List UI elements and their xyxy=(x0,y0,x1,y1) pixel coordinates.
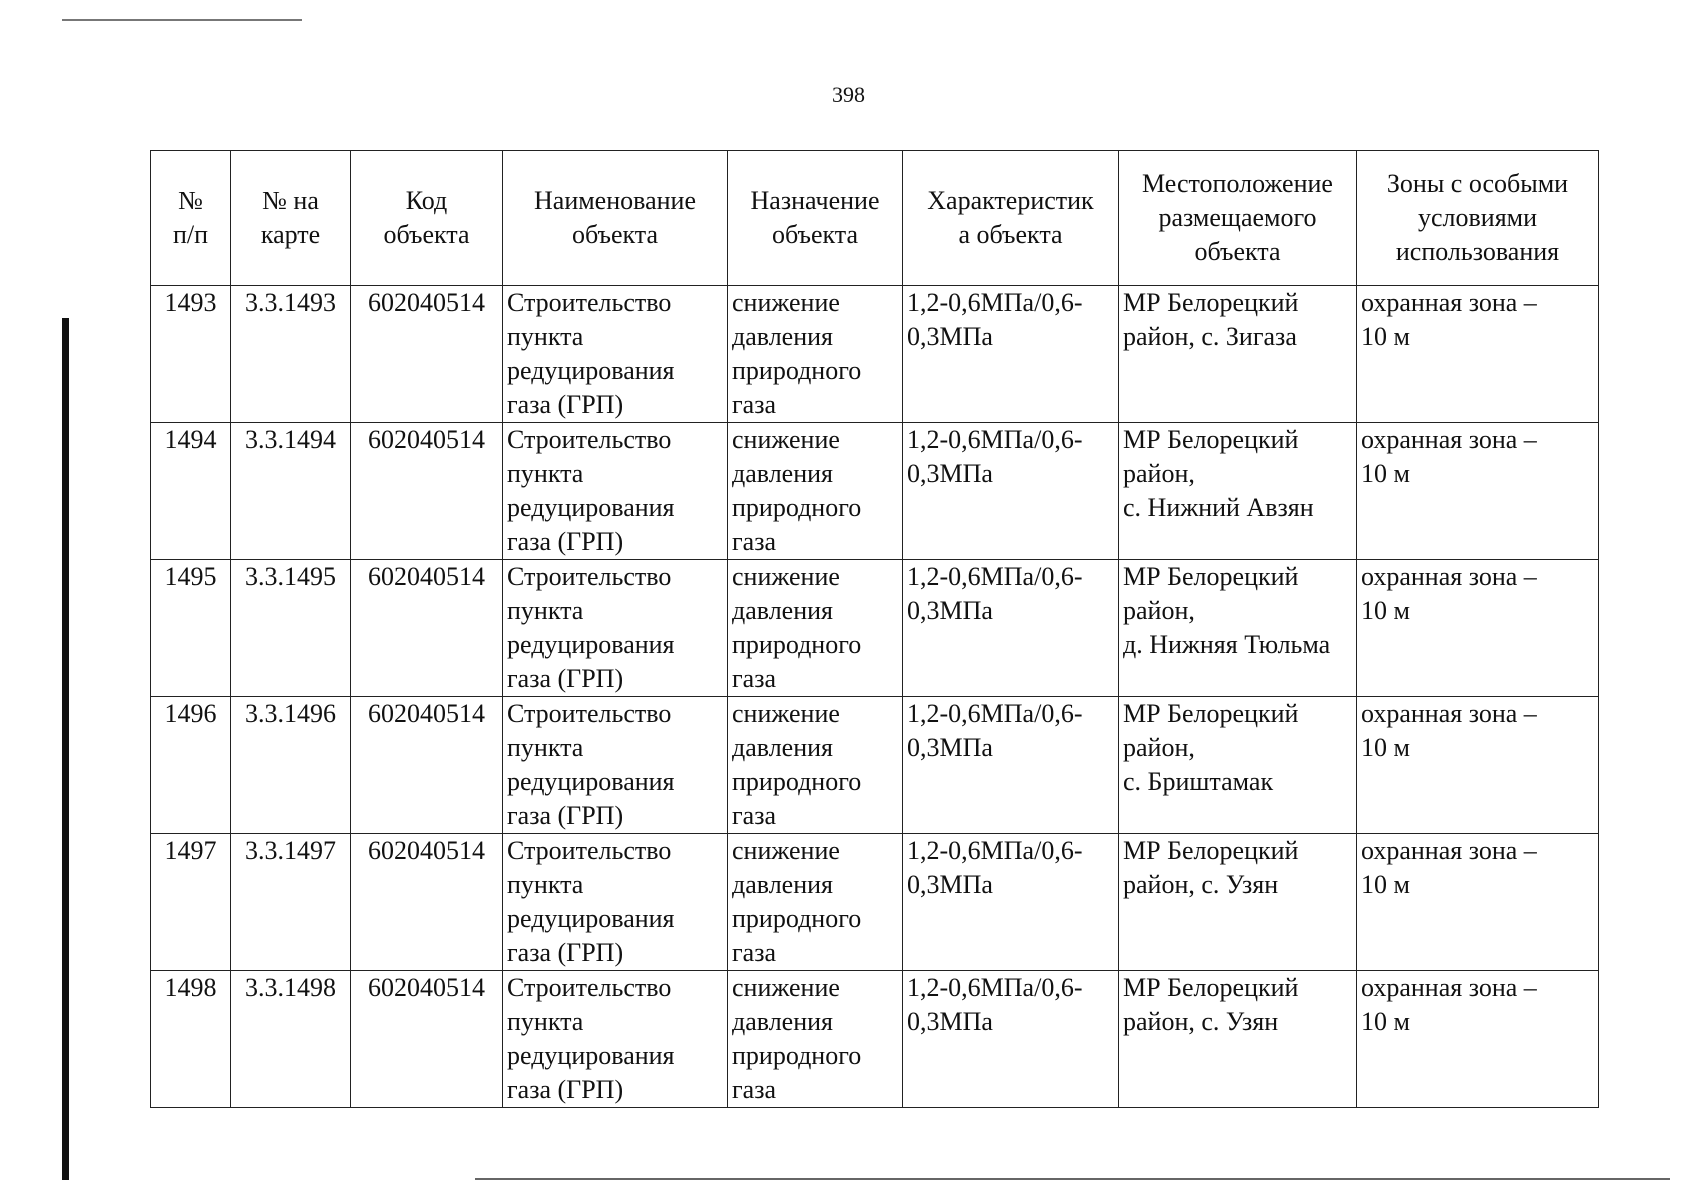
cell-object-purpose: снижение давления природного газа xyxy=(728,697,903,834)
cell-object-purpose: снижение давления природного газа xyxy=(728,423,903,560)
scan-margin-line-top xyxy=(62,19,302,21)
cell-object-location: МР Белорецкий район, с. Нижний Авзян xyxy=(1119,423,1357,560)
cell-object-purpose: снижение давления природного газа xyxy=(728,286,903,423)
cell-object-code: 602040514 xyxy=(351,697,503,834)
header-object-purpose: Назначение объекта xyxy=(728,151,903,286)
cell-object-location: МР Белорецкий район, с. Узян xyxy=(1119,971,1357,1108)
cell-object-name: Строительство пункта редуцирования газа (ГРП) xyxy=(503,834,728,971)
header-special-zones: Зоны с особыми условиями использования xyxy=(1357,151,1599,286)
cell-special-zone: охранная зона – 10 м xyxy=(1357,697,1599,834)
cell-row-number: 1493 xyxy=(151,286,231,423)
cell-object-name: Строительство пункта редуцирования газа (ГРП) xyxy=(503,286,728,423)
cell-object-code: 602040514 xyxy=(351,971,503,1108)
cell-object-purpose: снижение давления природного газа xyxy=(728,971,903,1108)
table-row xyxy=(151,834,1599,971)
header-object-name: Наименование объекта xyxy=(503,151,728,286)
objects-table xyxy=(150,150,1599,1108)
page-number: 398 xyxy=(832,82,865,107)
cell-object-characteristic: 1,2-0,6МПа/0,6- 0,3МПа xyxy=(903,286,1119,423)
cell-map-number: 3.3.1496 xyxy=(231,697,351,834)
cell-row-number: 1497 xyxy=(151,834,231,971)
cell-object-code: 602040514 xyxy=(351,286,503,423)
cell-special-zone: охранная зона – 10 м xyxy=(1357,834,1599,971)
cell-object-characteristic: 1,2-0,6МПа/0,6- 0,3МПа xyxy=(903,560,1119,697)
cell-object-characteristic: 1,2-0,6МПа/0,6- 0,3МПа xyxy=(903,971,1119,1108)
header-map-number: № на карте xyxy=(231,151,351,286)
table-row xyxy=(151,423,1599,560)
cell-row-number: 1494 xyxy=(151,423,231,560)
cell-special-zone: охранная зона – 10 м xyxy=(1357,560,1599,697)
cell-object-code: 602040514 xyxy=(351,834,503,971)
cell-object-location: МР Белорецкий район, с. Узян xyxy=(1119,834,1357,971)
cell-row-number: 1495 xyxy=(151,560,231,697)
table-header xyxy=(151,151,1599,286)
cell-map-number: 3.3.1494 xyxy=(231,423,351,560)
header-object-characteristic: Характеристик а объекта xyxy=(903,151,1119,286)
cell-object-purpose: снижение давления природного газа xyxy=(728,834,903,971)
cell-special-zone: охранная зона – 10 м xyxy=(1357,971,1599,1108)
table-body xyxy=(151,286,1599,1108)
cell-map-number: 3.3.1495 xyxy=(231,560,351,697)
cell-map-number: 3.3.1493 xyxy=(231,286,351,423)
cell-object-purpose: снижение давления природного газа xyxy=(728,560,903,697)
cell-object-name: Строительство пункта редуцирования газа (ГРП) xyxy=(503,423,728,560)
cell-map-number: 3.3.1498 xyxy=(231,971,351,1108)
scan-margin-line-bottom xyxy=(475,1178,1670,1180)
table-row xyxy=(151,697,1599,834)
cell-object-code: 602040514 xyxy=(351,423,503,560)
cell-object-location: МР Белорецкий район, с. Бриштамак xyxy=(1119,697,1357,834)
cell-object-characteristic: 1,2-0,6МПа/0,6- 0,3МПа xyxy=(903,697,1119,834)
cell-object-name: Строительство пункта редуцирования газа (ГРП) xyxy=(503,560,728,697)
table-row xyxy=(151,971,1599,1108)
cell-object-characteristic: 1,2-0,6МПа/0,6- 0,3МПа xyxy=(903,834,1119,971)
table-row xyxy=(151,286,1599,423)
cell-special-zone: охранная зона – 10 м xyxy=(1357,286,1599,423)
cell-object-name: Строительство пункта редуцирования газа (ГРП) xyxy=(503,697,728,834)
cell-special-zone: охранная зона – 10 м xyxy=(1357,423,1599,560)
cell-object-code: 602040514 xyxy=(351,560,503,697)
header-object-code: Код объекта xyxy=(351,151,503,286)
table-row xyxy=(151,560,1599,697)
header-object-location: Местоположение размещаемого объекта xyxy=(1119,151,1357,286)
cell-object-characteristic: 1,2-0,6МПа/0,6- 0,3МПа xyxy=(903,423,1119,560)
header-row xyxy=(151,151,1599,286)
cell-object-name: Строительство пункта редуцирования газа (ГРП) xyxy=(503,971,728,1108)
cell-row-number: 1498 xyxy=(151,971,231,1108)
cell-object-location: МР Белорецкий район, д. Нижняя Тюльма xyxy=(1119,560,1357,697)
scan-margin-bar-left xyxy=(62,318,69,1180)
cell-map-number: 3.3.1497 xyxy=(231,834,351,971)
cell-object-location: МР Белорецкий район, с. Зигаза xyxy=(1119,286,1357,423)
header-row-number: № п/п xyxy=(151,151,231,286)
cell-row-number: 1496 xyxy=(151,697,231,834)
